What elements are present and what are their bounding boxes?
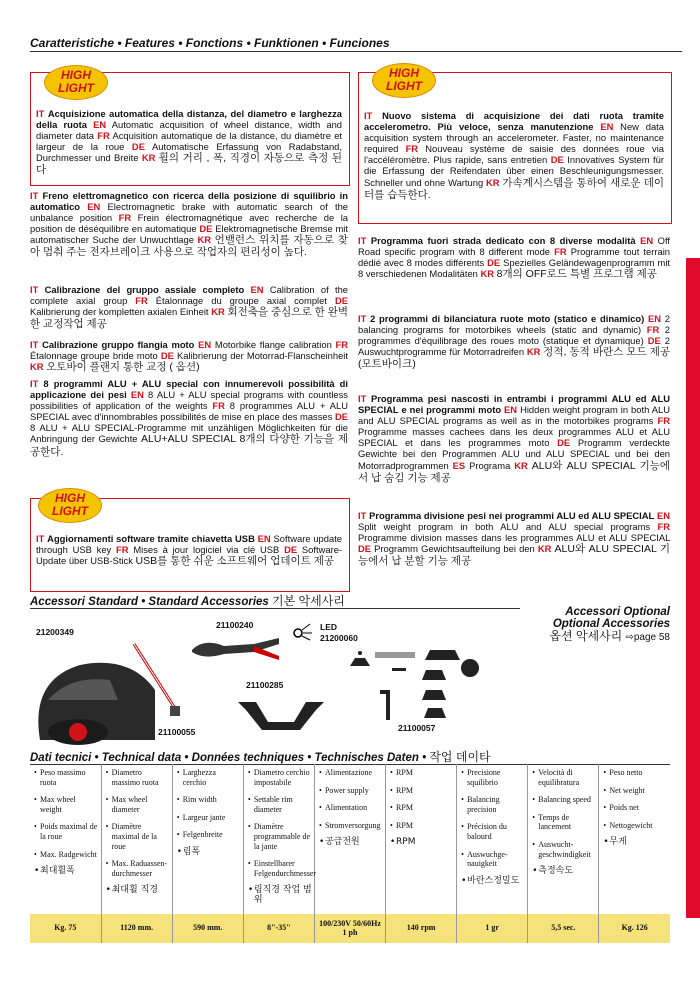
feature-text-kr: 가속계시스템을 통하여 새로운 데이터를 습득한다.: [364, 176, 664, 201]
spec-label: • Balancing speed: [532, 795, 596, 805]
lang-code-kr: KR: [537, 543, 552, 555]
spec-label: • Nettogewicht: [603, 821, 668, 831]
feature-text-fr: Nouveau système de saisie des données roue via l'accéléromètre. Plus rapide, sans entretien: [364, 143, 665, 166]
accessories-rule: [30, 608, 520, 609]
lang-code-en: EN: [640, 235, 654, 246]
feature-text-en: 2 balancing programs for motorbikes wheels (static and dynamic): [358, 313, 670, 336]
spec-value: Kg. 75: [30, 914, 101, 943]
feature-text-fr: Acquisition automatique de la distance, du diamètre et largeur de la roue: [36, 130, 343, 153]
spec-label: • Poids net: [603, 803, 668, 813]
feature-text-de: 2 Auswuchtprogramme für Motorradreifen: [358, 335, 670, 358]
lang-code-it: IT: [30, 378, 39, 389]
spec-label: • Einstellbarer Felgendurchmesser: [248, 859, 312, 878]
lang-code-kr: KR: [514, 459, 528, 471]
lang-code-fr: FR: [116, 544, 129, 556]
spec-column-2: [172, 764, 243, 914]
feature-text-de: Elektromagnetische Bremse mit automatischer Suche der Unwuchtlage: [30, 223, 348, 246]
lang-code-kr: KR: [141, 152, 156, 164]
feature-text-de: 8 ALU + ALU SPECIAL-Programme mit unzähligen Möglichkeiten für die Anbringung der Gewichte: [30, 422, 348, 445]
code-21100285: 21100285: [246, 680, 284, 690]
spec-value: 5,5 sec.: [528, 914, 599, 943]
technical-data-table: [30, 764, 670, 943]
spec-label: • Balancing precision: [461, 795, 525, 814]
spec-value: 1 gr: [457, 914, 528, 943]
feature-text-en: 8 ALU + ALU special programs with countless possibilities of application of the weights: [30, 389, 348, 412]
spec-label: • 림직경 작업 범위: [248, 886, 312, 905]
feature-text-fr: Étalonnage groupe bride moto: [30, 350, 158, 362]
code-21100240: 21100240: [216, 620, 254, 630]
code-21100057: 21100057: [398, 723, 436, 733]
feature-text-de: Programm verdeckte Gewichte bei den Programmen ALU und ALU SPECIAL und bei den Motorradprogrammen: [358, 437, 671, 471]
lang-code-fr: FR: [646, 324, 660, 336]
lang-code-de: DE: [557, 437, 571, 449]
bracket-image: [236, 694, 326, 734]
feature-text-it: Nuovo sistema di acquisizione dei dati ruota tramite accelerometro. Più veloce, senza manutenzione: [364, 110, 664, 133]
spec-label: • Peso netto: [603, 768, 668, 778]
feature-text-kr: 휠의 거리 , 폭, 직경이 자동으로 측정 된다: [36, 152, 342, 177]
weight-pliers-image: [184, 630, 284, 670]
lang-code-it: IT: [358, 235, 367, 246]
feature-text-kr: 언밸런스 위치를 자동으로 찾아 멈춰 주는 전자브레이크 사용으로 작업자의 편리성이 높다.: [30, 234, 349, 259]
code-21100055: 21100055: [158, 727, 196, 737]
spec-column-7: [528, 764, 599, 914]
spec-label: • RPM: [390, 821, 454, 831]
spec-label: • Rim width: [177, 795, 241, 805]
spec-label: • Net weight: [603, 786, 668, 796]
feature-text-kr: ALU와 ALU SPECIAL 기능에서 납 숨김 기능 제공: [358, 459, 670, 484]
lang-code-en: EN: [198, 339, 212, 350]
feature-text-en: New data acquisition system through an accelerometer. Faster, no maintenance required: [364, 121, 665, 155]
lang-code-kr: KR: [211, 306, 225, 318]
spec-label: • RPM: [390, 838, 454, 848]
feature-text-de: Kalibrierung der kompletten axialen Einheit: [30, 306, 209, 318]
feature-text-fr: Programme tout terrain dédié avec 8 modes différents: [358, 246, 671, 269]
feature-text-it: Calibrazione gruppo flangia moto: [42, 339, 195, 350]
lang-code-kr: KR: [486, 176, 500, 188]
spec-label: • Velocità di equilibratura: [532, 768, 596, 787]
feature-flange-calibration: [30, 339, 348, 373]
spec-label: • Diamètre maximal de la roue: [106, 822, 170, 851]
lang-code-en: EN: [600, 121, 614, 133]
feature-text-de: Kalibrierung der Motorrad-Flanscheinheit: [177, 350, 348, 362]
lang-code-it: IT: [358, 393, 367, 404]
feature-text-es: Programa: [469, 459, 511, 471]
lang-code-fr: FR: [335, 339, 349, 350]
lang-code-en: EN: [250, 284, 264, 295]
spec-column-8: [599, 764, 670, 914]
feature-text-kr: 정적, 동적 바란스 모드 제공(모트바이크): [358, 346, 670, 371]
feature-text-fr: 2 programmes d'équilibrage des roues moto (statique et dynamique): [358, 324, 670, 347]
feature-accelerometer: [364, 110, 664, 201]
feature-text-kr: 오토바이 플랜지 통한 교정 ( 옵션): [46, 361, 200, 374]
code-21200349: 21200349: [36, 627, 74, 637]
spec-label: • Alimentation: [319, 803, 383, 813]
spec-label: • RPM: [390, 803, 454, 813]
lang-code-fr: FR: [135, 295, 148, 307]
feature-text-ko: USB를 통한 쉬운 소프트웨어 업데이트 제공: [135, 555, 334, 568]
spec-label: • Diametro massimo ruota: [106, 768, 170, 787]
lang-code-kr: KR: [197, 234, 212, 246]
spec-label: • 측정속도: [532, 867, 596, 877]
highlight-badge-right: HIGH LIGHT: [372, 63, 436, 98]
spec-value: 100/230V 50/60Hz 1 ph: [314, 914, 385, 943]
spec-label: • Settable rim diameter: [248, 795, 312, 814]
spec-label: • Max. Radgewicht: [34, 850, 99, 860]
lang-code-it: IT: [30, 284, 39, 295]
feature-text-en: Calibration of the complete axial group: [30, 284, 349, 307]
spec-label: • Precisione squilibrio: [461, 768, 525, 787]
feature-text-fr: 8 programmes ALU + ALU SPECIAL avec d'innombrables possibilités de mise en place des masses: [30, 400, 349, 423]
cones-image: [350, 648, 490, 730]
feature-alu-programs: [30, 378, 348, 458]
spec-column-5: [386, 764, 457, 914]
feature-text-fr: Mises à jour logiciel via clé USB: [133, 544, 280, 556]
lang-code-kr: KR: [480, 268, 495, 280]
feature-offroad: [358, 235, 670, 280]
lang-code-de: DE: [334, 411, 348, 423]
feature-text-de: Spezielles Geländewagenprogramm mit 8 verschiedenen Modalitäten: [358, 257, 671, 280]
spec-label: • 최대휠 직경: [106, 886, 170, 896]
spec-label: • Larghezza cerchio: [177, 768, 241, 787]
feature-text-it: 2 programmi di bilanciatura ruote moto (statico e dinamico): [370, 313, 645, 324]
feature-text-en: Off Road specific program with 8 different mode: [358, 235, 671, 258]
lang-code-en: EN: [648, 313, 662, 324]
lang-code-de: DE: [647, 335, 661, 347]
lang-code-en: EN: [130, 389, 144, 401]
feature-text-fr: Frein électromagnétique avec recherche de la position de déséquilibre en automatique: [30, 212, 349, 235]
spec-label: • RPM: [390, 768, 454, 778]
feature-text-it: Aggiornamenti software tramite chiavetta USB: [47, 533, 255, 544]
lang-code-de: DE: [487, 257, 501, 269]
side-tab: [686, 258, 700, 918]
lang-code-fr: FR: [554, 246, 567, 258]
lang-code-es: ES: [452, 459, 466, 471]
header-rule: [30, 51, 682, 52]
feature-text-kr: 8개의 OFF로드 특별 프로그램 제공: [496, 268, 657, 281]
feature-axial-calibration: [30, 284, 348, 330]
accessories-optional-title: Accessori Optional Optional Accessories 옵션 악세사리 ⇨page 58: [549, 606, 670, 643]
feature-electromagnetic-brake: [30, 190, 348, 259]
spec-column-1: [101, 764, 172, 914]
lang-code-de: DE: [550, 154, 564, 166]
feature-text-en: Electromagnetic brake with automatic search of the unbalance position: [30, 201, 348, 224]
spec-label: • 바란스정밀도: [461, 877, 525, 887]
spec-value: 1120 mm.: [101, 914, 172, 943]
feature-text-it: Programma fuori strada dedicato con 8 diverse modalità: [370, 235, 636, 246]
spec-column-0: [30, 764, 101, 914]
feature-text-it: Calibrazione del gruppo assiale completo: [44, 284, 245, 295]
spec-value: 140 rpm: [386, 914, 457, 943]
lang-code-en: EN: [93, 119, 107, 131]
lang-code-en: EN: [656, 510, 670, 521]
lang-code-fr: FR: [97, 130, 110, 142]
feature-auto-acquisition: [36, 108, 342, 177]
lang-code-en: EN: [504, 404, 518, 416]
spec-value: 590 mm.: [172, 914, 243, 943]
feature-text-fr: Programme masses cachees dans les deux programmes ALU et ALU SPECIAL et dans les programmes moto: [358, 426, 670, 449]
accessories-standard-title: Accessori Standard • Standard Accessories 기본 악세사리: [30, 594, 345, 608]
spec-label: • Auswuchge-nauigkeit: [461, 850, 525, 869]
lang-code-en: EN: [257, 533, 271, 544]
spec-label: • Largeur jante: [177, 813, 241, 823]
feature-usb-update: [36, 533, 342, 567]
spec-label: • Temps de lancement: [532, 813, 596, 832]
feature-text-en: Software update through USB key: [36, 533, 343, 556]
feature-text-en: Split weight program in both ALU and ALU special programs: [358, 521, 651, 533]
spec-column-3: [243, 764, 317, 914]
spec-value: Kg. 126: [599, 914, 670, 943]
lang-code-de: DE: [358, 543, 372, 555]
feature-text-en: Automatic acquisition of wheel distance, width and diameter data: [36, 119, 343, 142]
led-icon: [290, 621, 314, 641]
lang-code-it: IT: [36, 533, 45, 544]
spec-value: 8"-35": [243, 914, 314, 943]
spec-label: • Auswucht-geschwindigkeit: [532, 840, 596, 859]
feature-text-de: Automatische Erfassung von Radabstand, Durchmesser und Breite: [36, 141, 342, 164]
feature-text-de: Programm Gewichtsaufteilung bei den: [374, 543, 535, 555]
spec-label: • Diamètre programmable de la jante: [248, 822, 312, 851]
lang-code-it: IT: [36, 108, 45, 119]
code-21200060: 21200060: [320, 633, 358, 643]
spec-label: • Poids maximal de la roue: [34, 822, 99, 841]
feature-text-kr: 회전축을 중심으로 한 완벽한 교정작업 제공: [30, 306, 349, 331]
feature-text-de: Software-Update über USB-Stick: [36, 544, 343, 567]
code-led: LED: [320, 622, 337, 632]
feature-moto-balancing: [358, 313, 670, 370]
lang-code-en: EN: [87, 201, 101, 213]
spec-label: • Max wheel diameter: [106, 795, 170, 814]
feature-split-weight: [358, 510, 670, 567]
technical-data-title: Dati tecnici • Technical data • Données techniques • Technisches Daten • 작업 데이타: [30, 750, 491, 764]
spec-label: • Max. Raduassen-durchmesser: [106, 859, 170, 878]
spec-label: • 공급전원: [319, 838, 383, 848]
lang-code-de: DE: [284, 544, 298, 556]
spec-label: • Power supply: [319, 786, 383, 796]
feature-text-kr: ALU와 ALU SPECIAL 기능에서 납 분할 기능 제공: [358, 543, 670, 568]
highlight-badge-usb: HIGH LIGHT: [38, 488, 102, 523]
spec-label: • Alimentazione: [319, 768, 383, 778]
lang-code-it: IT: [358, 510, 367, 521]
feature-hidden-weight: [358, 393, 670, 484]
lang-code-it: IT: [358, 313, 367, 324]
lang-code-fr: FR: [657, 521, 670, 533]
spec-label: • 무게: [603, 838, 668, 848]
highlight-badge: HIGH LIGHT: [44, 65, 108, 100]
spec-label: • Felgenbreite: [177, 830, 241, 840]
feature-text-it: Programma divisione pesi nei programmi ALU ed ALU SPECIAL: [369, 510, 655, 521]
spec-label: • Max wheel weight: [34, 795, 99, 814]
lang-code-de: DE: [199, 223, 213, 235]
spec-column-4: [314, 764, 385, 914]
lang-code-it: IT: [30, 190, 39, 201]
feature-text-it: Freno elettromagnetico con ricerca della posizione di squilibrio in automatico: [30, 190, 348, 213]
lang-code-kr: KR: [526, 346, 541, 358]
spec-label: • Stromversorgung: [319, 821, 383, 831]
feature-text-de: Innovatives System für die Erfassung der Reifendaten über einen Beschleunigungsmesser. Schneller und ohne Wartung: [364, 154, 664, 188]
spec-label: • 림폭: [177, 848, 241, 858]
feature-text-en: Hidden weight program in both ALU and ALU SPECIAL programs as well as in the motorbikes programs: [358, 404, 670, 427]
feature-text-it: Acquisizione automatica della distanza, del diametro e larghezza della ruota: [36, 108, 342, 131]
feature-text-it: Programma pesi nascosti in entrambi i programmi ALU ed ALU SPECIAL e nei programmi moto: [358, 393, 670, 416]
lang-code-fr: FR: [657, 415, 670, 427]
lang-code-de: DE: [131, 141, 145, 153]
lang-code-de: DE: [334, 295, 348, 307]
spec-label: • Peso massimo ruota: [34, 768, 99, 787]
lang-code-de: DE: [160, 350, 174, 362]
spec-label: • RPM: [390, 786, 454, 796]
feature-text-fr: Étalonnage du groupe axial complet: [155, 295, 327, 307]
lang-code-it: IT: [30, 339, 39, 350]
lang-code-fr: FR: [118, 212, 132, 224]
feature-text-fr: Programme division masses dans les programmes ALU et ALU SPECIAL: [358, 532, 670, 544]
lang-code-it: IT: [364, 110, 373, 121]
lang-code-kr: KR: [30, 361, 44, 373]
spec-column-6: [457, 764, 528, 914]
features-header: Caratteristiche • Features • Fonctions • Funktionen • Funciones: [30, 36, 390, 50]
spec-label: • Précision du balourd: [461, 822, 525, 841]
lang-code-fr: FR: [405, 143, 419, 155]
feature-text-en: Motorbike flange calibration: [214, 339, 332, 350]
spec-label: • 최대휠폭: [34, 867, 99, 877]
spec-label: • Diametro cerchio impostabile: [248, 768, 312, 787]
lang-code-fr: FR: [212, 400, 225, 412]
feature-text-ko: ALU+ALU SPECIAL 8개의 다양한 기능을 제공한다.: [30, 433, 349, 458]
feature-text-it: 8 programmi ALU + ALU special con innumerevoli possibilità di applicazione dei pesi: [30, 378, 349, 401]
